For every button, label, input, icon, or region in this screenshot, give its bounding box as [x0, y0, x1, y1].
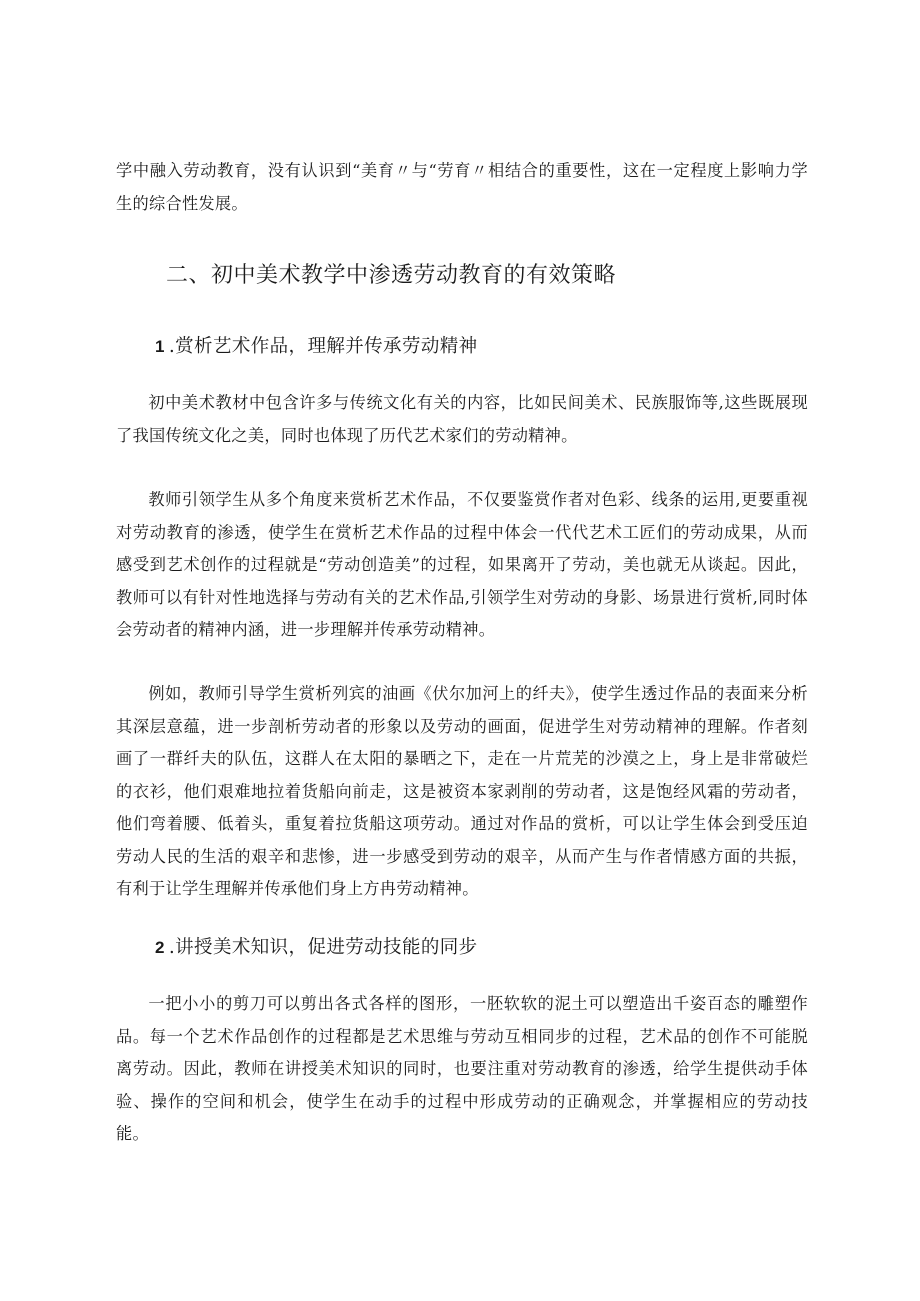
paragraph-art-knowledge: 一把小小的剪刀可以剪出各式各样的图形，一胚软软的泥土可以塑造出千姿百态的雕塑作品。每一个艺术作品创作的过程都是艺术思维与劳动互相同步的过程，艺术品的创作不可能脱离劳动。因此，教师在讲授美术知识的同时，也要注重对劳动教育的渗透，给学生提供动手体验、操作的空间和机会，使学生在动手的过程中形成劳动的正确观念，并掌握相应的劳动技能。: [116, 994, 808, 1143]
subsection-title-2: .讲授美术知识，促进劳动技能的同步: [168, 937, 478, 958]
paragraph-textbook-content: 初中美术教材中包含许多与传统文化有关的内容，比如民间美术、民族服饰等,这些既展现了我国传统文化之美，同时也体现了历代艺术家们的劳动精神。: [116, 393, 808, 445]
subsection-number-2: 2: [155, 938, 165, 957]
subsection-number-1: 1: [155, 337, 165, 356]
subsection-heading-1: [155, 332, 478, 358]
paragraph-continuation: 学中融入劳动教育，没有认识到“美育〃与“劳育〃相结合的重要性，这在一定程度上影响力学生的综合性发展。: [116, 161, 808, 213]
paragraph-example-painting: 例如，教师引导学生赏析列宾的油画《伏尔加河上的纤夫》，使学生透过作品的表面来分析其深层意蕴，进一步剖析劳动者的形象以及劳动的画面，促进学生对劳动精神的理解。作者刻画了一群纤夫的队伍，这群人在太阳的暴晒之下，走在一片荒芜的沙漠之上，身上是非常破烂的衣衫，他们艰难地拉着货船向前走，这是被资本家剥削的劳动者，这是饱经风霜的劳动者，他们弯着腰、低着头，重复着拉货船这项劳动。通过对作品的赏析，可以让学生体会到受压迫劳动人民的生活的艰辛和悲惨，进一步感受到劳动的艰辛，从而产生与作者情感方面的共振，有利于让学生理解并传承他们身上方冉劳动精神。: [116, 684, 808, 898]
section-heading: 二、初中美术教学中渗透劳动教育的有效策略: [166, 263, 617, 288]
subsection-heading-2: [155, 933, 478, 959]
subsection-title-1: .赏析艺术作品，理解并传承劳动精神: [168, 336, 478, 357]
paragraph-teacher-guidance: 教师引领学生从多个角度来赏析艺术作品，不仅要鉴赏作者对色彩、线条的运用,更要重视对劳动教育的渗透，使学生在赏析艺术作品的过程中体会一代代艺术工匠们的劳动成果，从而感受到艺术创作的过程就是“劳动创造美”的过程，如果离开了劳动，美也就无从谈起。因此，教师可以有针对性地选择与劳动有关的艺术作品,引领学生对劳动的身影、场景进行赏析,同时体会劳动者的精神内涵，进一步理解并传承劳动精神。: [116, 490, 808, 639]
